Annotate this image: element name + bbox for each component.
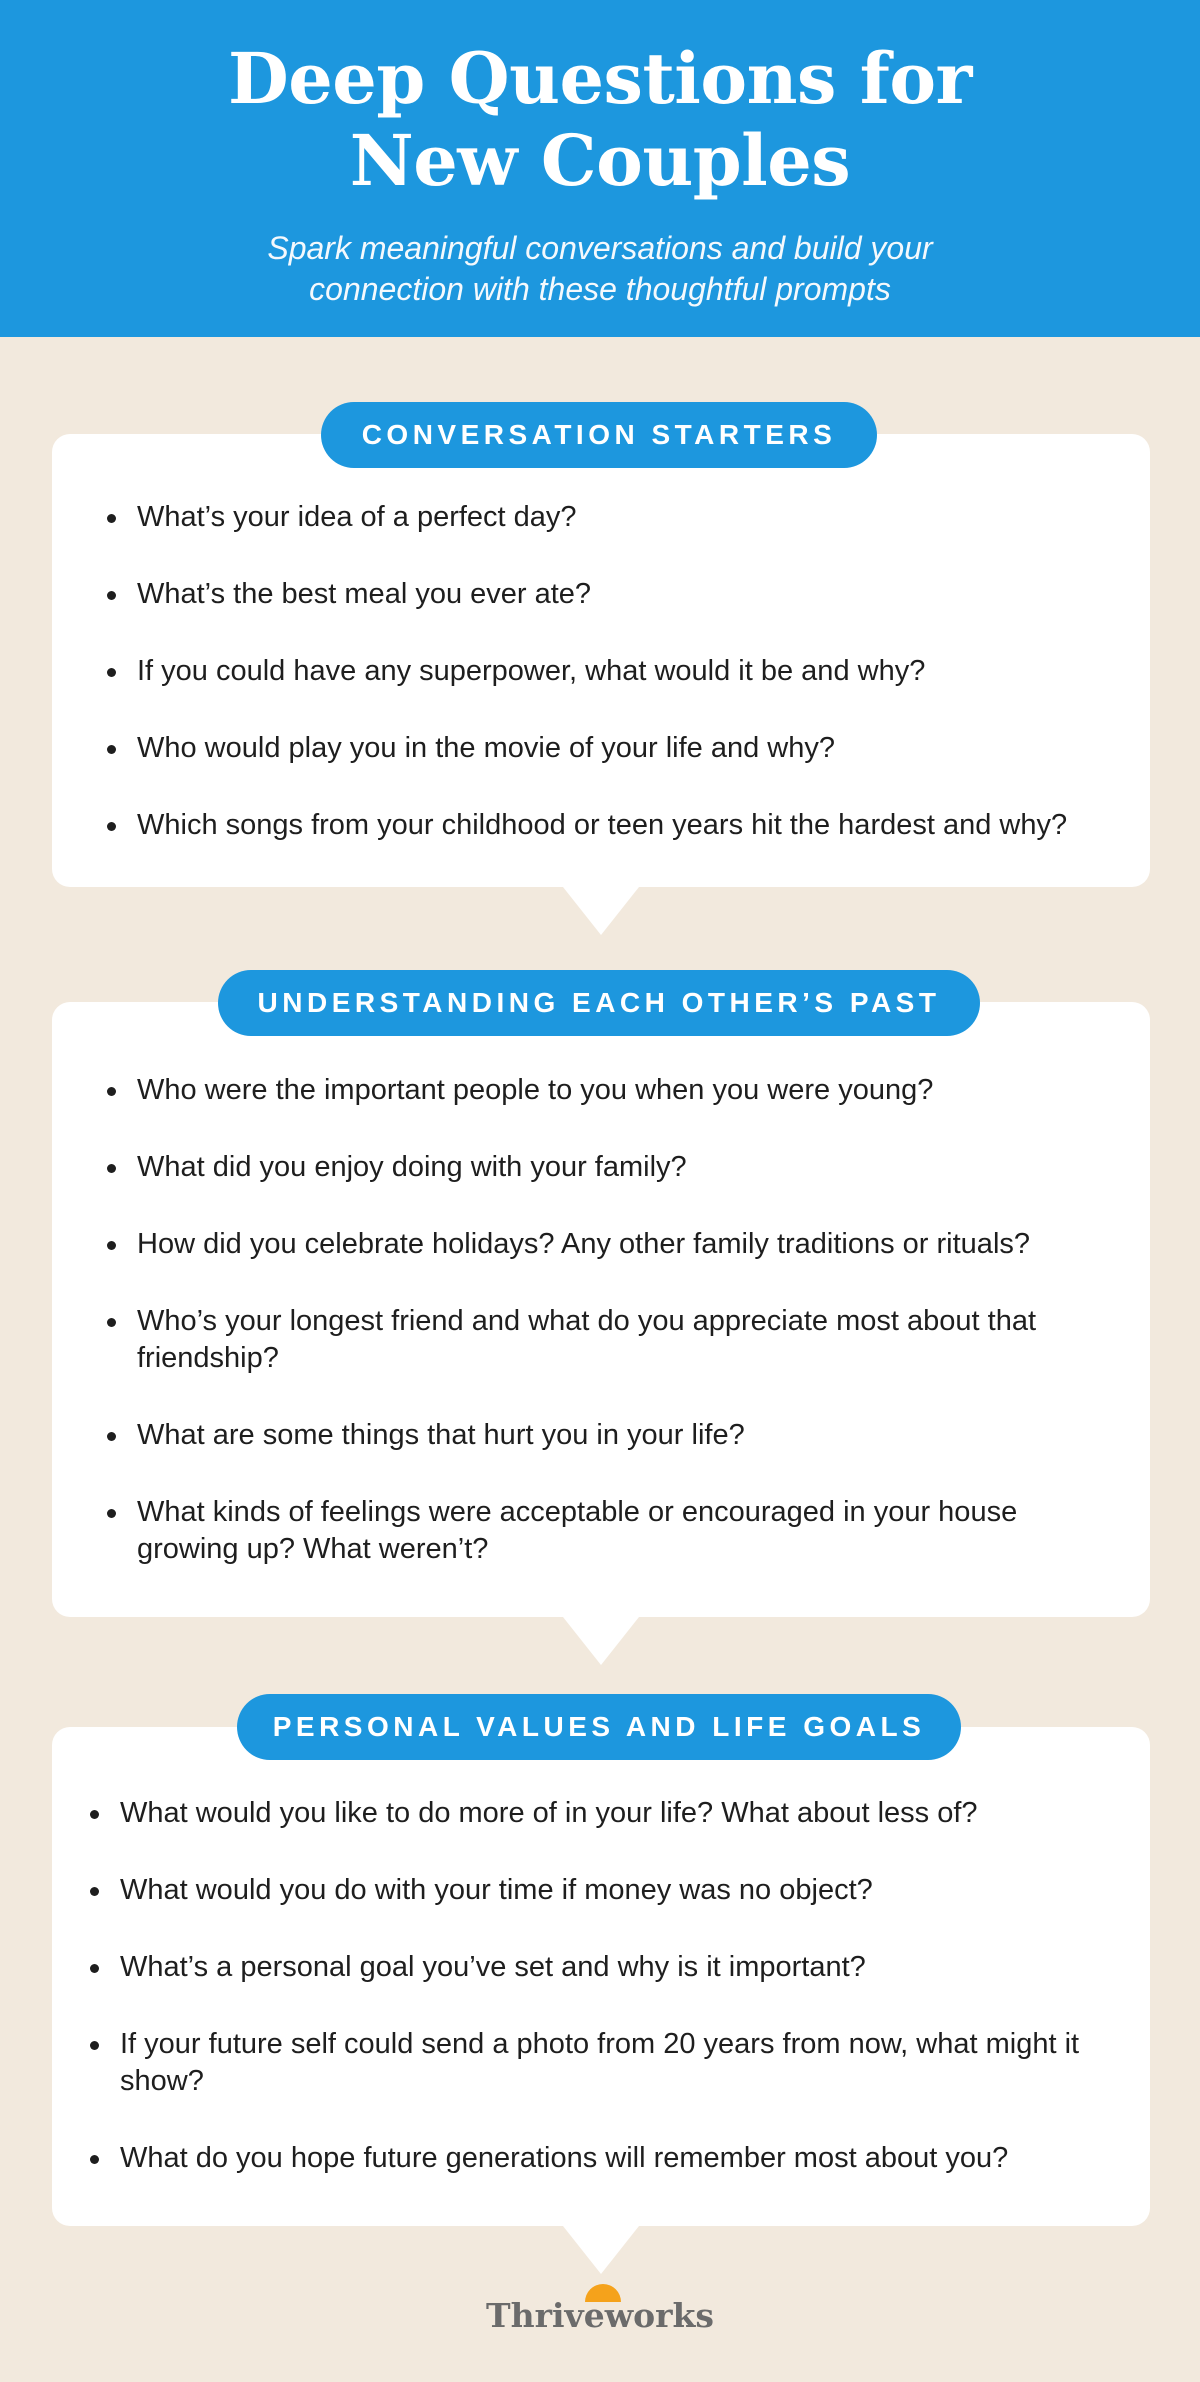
thriveworks-logo: Thriveworks (486, 2296, 714, 2335)
title-line-1: Deep Questions for (228, 37, 972, 120)
title-line-2: New Couples (349, 119, 851, 202)
question-list-understanding-past (105, 1072, 1125, 1568)
subtitle-line-1: Spark meaningful conversations and build your (267, 230, 933, 266)
list-item: What’s the best meal you ever ate? (105, 576, 1125, 613)
list-item: If your future self could send a photo from 20 years from now, what might it show? (88, 2026, 1128, 2100)
list-item: What’s a personal goal you’ve set and why is it important? (88, 1949, 1128, 1986)
header-banner (0, 0, 1200, 337)
list-item: What did you enjoy doing with your family? (105, 1149, 1125, 1186)
list-item: What would you do with your time if money was no object? (88, 1872, 1128, 1909)
list-item: Who were the important people to you when you were young? (105, 1072, 1125, 1109)
list-item: Who’s your longest friend and what do you appreciate most about that friendship? (105, 1303, 1125, 1377)
list-item: What would you like to do more of in your life? What about less of? (88, 1795, 1128, 1832)
question-list-values-goals (88, 1795, 1128, 2177)
list-item: How did you celebrate holidays? Any other family traditions or rituals? (105, 1226, 1125, 1263)
section-title-values-goals: PERSONAL VALUES AND LIFE GOALS (237, 1694, 961, 1760)
list-item: What do you hope future generations will remember most about you? (88, 2140, 1128, 2177)
section-title-understanding-past: UNDERSTANDING EACH OTHER’S PAST (218, 970, 980, 1036)
list-item: What kinds of feelings were acceptable or encouraged in your house growing up? What weren’t? (105, 1494, 1125, 1568)
list-item: What’s your idea of a perfect day? (105, 499, 1125, 536)
question-list-conversation-starters (105, 499, 1125, 844)
list-item: What are some things that hurt you in your life? (105, 1417, 1125, 1454)
section-title-conversation-starters: CONVERSATION STARTERS (321, 402, 877, 468)
page-subtitle (0, 228, 1200, 310)
list-item: If you could have any superpower, what would it be and why? (105, 653, 1125, 690)
page-title (0, 38, 1200, 202)
list-item: Which songs from your childhood or teen years hit the hardest and why? (105, 807, 1125, 844)
subtitle-line-2: connection with these thoughtful prompts (309, 271, 891, 307)
list-item: Who would play you in the movie of your life and why? (105, 730, 1125, 767)
